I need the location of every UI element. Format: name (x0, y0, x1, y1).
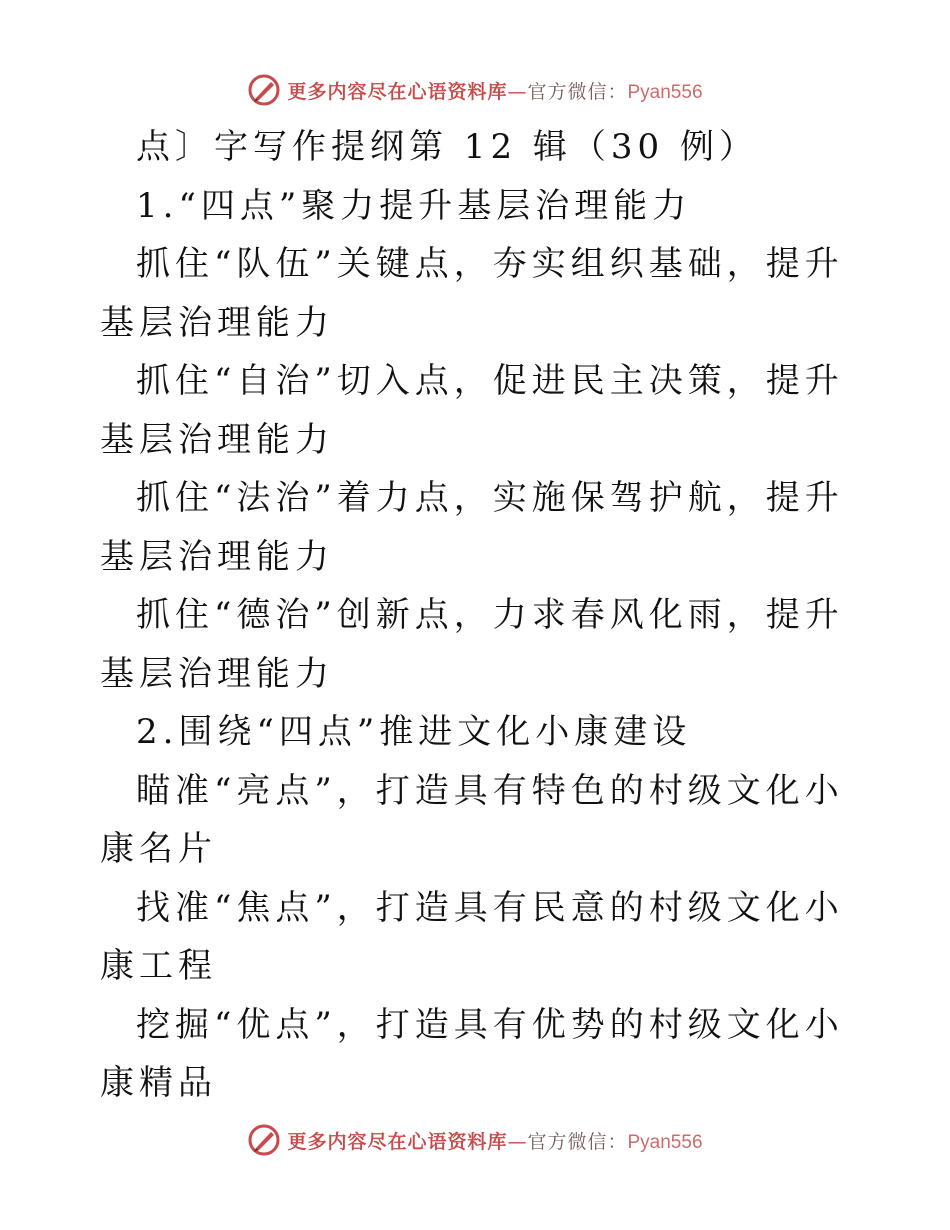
outline-item: 抓住“队伍”关键点，夯实组织基础，提升基层治理能力 (100, 244, 844, 343)
header-official-label: 官方微信： (527, 80, 628, 103)
document-body (100, 118, 852, 1113)
footer-account-id: Pyan556 (627, 1131, 703, 1153)
outline-item: 抓住“法治”着力点，实施保驾护航，提升基层治理能力 (100, 478, 844, 577)
footer-banner (0, 1120, 950, 1160)
quill-logo-icon (247, 1123, 281, 1157)
header-banner (0, 70, 950, 110)
document-title: 点〕字写作提纲第 12 辑（30 例） (136, 127, 758, 167)
outline-item: 瞄准“亮点”，打造具有特色的村级文化小康名片 (100, 770, 844, 869)
footer-promo-text: 更多内容尽在心语资料库 (287, 1130, 508, 1153)
footer-dash: — (507, 1130, 528, 1153)
quill-logo-icon (247, 73, 281, 107)
outline-item: 抓住“自治”切入点，促进民主决策，提升基层治理能力 (100, 361, 844, 460)
header-dash: — (507, 80, 528, 103)
outline-item: 挖掘“优点”，打造具有优势的村级文化小康精品 (100, 1004, 844, 1103)
section-heading-1: 1.“四点”聚力提升基层治理能力 (136, 185, 692, 226)
header-promo-text: 更多内容尽在心语资料库 (287, 80, 508, 103)
section-heading-2: 2.围绕“四点”推进文化小康建设 (136, 712, 692, 752)
outline-item: 抓住“德治”创新点，力求春风化雨，提升基层治理能力 (100, 595, 844, 694)
header-banner-text (287, 77, 702, 104)
footer-banner-text (287, 1127, 702, 1154)
footer-official-label: 官方微信： (527, 1130, 628, 1153)
header-account-id: Pyan556 (627, 81, 703, 103)
outline-item: 找准“焦点”，打造具有民意的村级文化小康工程 (100, 887, 844, 986)
